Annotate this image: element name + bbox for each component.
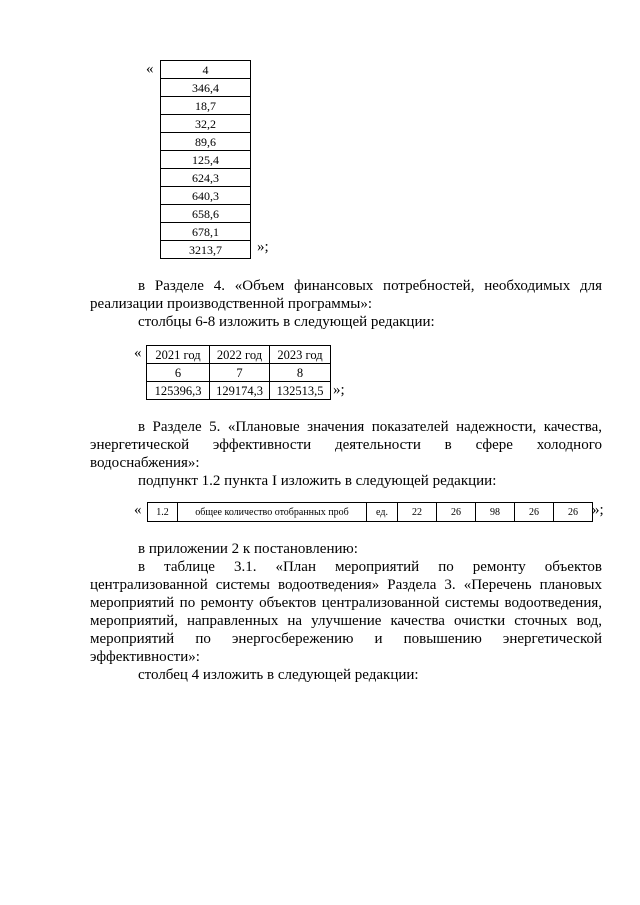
table1-close-quote: »; xyxy=(257,239,269,255)
table-cell: 346,4 xyxy=(161,79,251,97)
table-cell: 8 xyxy=(270,364,331,382)
table-row xyxy=(161,61,251,79)
table-row xyxy=(147,346,331,364)
table-row xyxy=(147,364,331,382)
para1-line3: столбцы 6-8 изложить в следующей редакции: xyxy=(138,314,435,330)
table-row xyxy=(161,169,251,187)
para2-line2: энергетической эффективности деятельности в сфере холодного xyxy=(90,437,602,453)
table-cell: 624,3 xyxy=(161,169,251,187)
table-cell: 98 xyxy=(476,503,515,522)
table2 xyxy=(146,345,331,400)
table-cell: ед. xyxy=(367,503,398,522)
table2-close-quote: »; xyxy=(333,382,345,398)
table-header-cell: 2021 год xyxy=(147,346,210,364)
table-cell: 1.2 xyxy=(148,503,178,522)
table-cell: 132513,5 xyxy=(270,382,331,400)
table-row xyxy=(161,133,251,151)
table-cell: общее количество отобранных проб xyxy=(178,503,367,522)
table-cell: 678,1 xyxy=(161,223,251,241)
para3-line6: мероприятий по энергосбережению и повышению энергетической xyxy=(90,631,602,647)
para3-line5: мероприятий, направленных на улучшение качества очистки сточных вод, xyxy=(90,613,602,629)
table-row xyxy=(147,382,331,400)
table-cell: 6 xyxy=(147,364,210,382)
para3-line1: в приложении 2 к постановлению: xyxy=(138,541,358,557)
table-row xyxy=(161,187,251,205)
table3-close-quote: »; xyxy=(592,502,604,518)
table-row xyxy=(161,115,251,133)
table-cell: 125396,3 xyxy=(147,382,210,400)
table-cell: 658,6 xyxy=(161,205,251,223)
table-cell: 18,7 xyxy=(161,97,251,115)
para1-line1: в Разделе 4. «Объем финансовых потребностей, необходимых для xyxy=(138,278,602,294)
table-header-cell: 2023 год xyxy=(270,346,331,364)
para3-line2: в таблице 3.1. «План мероприятий по ремонту объектов xyxy=(138,559,602,575)
table-cell: 89,6 xyxy=(161,133,251,151)
table-cell: 640,3 xyxy=(161,187,251,205)
table-cell: 7 xyxy=(210,364,270,382)
table-row xyxy=(161,223,251,241)
para2-line1: в Разделе 5. «Плановые значения показателей надежности, качества, xyxy=(138,419,602,435)
table3 xyxy=(147,502,593,522)
table1 xyxy=(160,60,251,259)
para2-line4: подпункт 1.2 пункта I изложить в следующей редакции: xyxy=(138,473,497,489)
table-row xyxy=(161,151,251,169)
table-cell: 26 xyxy=(437,503,476,522)
table-cell: 3213,7 xyxy=(161,241,251,259)
table-cell: 4 xyxy=(161,61,251,79)
para2-line3: водоснабжения»: xyxy=(90,455,200,471)
table-header-cell: 2022 год xyxy=(210,346,270,364)
table-row xyxy=(161,205,251,223)
para3-line8: столбец 4 изложить в следующей редакции: xyxy=(138,667,419,683)
table-cell: 22 xyxy=(398,503,437,522)
para3-line4: мероприятий по ремонту объектов централизованной системы водоотведения, xyxy=(90,595,602,611)
table1-open-quote: « xyxy=(146,61,154,77)
table-cell: 26 xyxy=(515,503,554,522)
table2-open-quote: « xyxy=(134,345,142,361)
table-row xyxy=(161,97,251,115)
table-cell: 129174,3 xyxy=(210,382,270,400)
para3-line3: централизованной системы водоотведения» Раздела 3. «Перечень плановых xyxy=(90,577,602,593)
table-row xyxy=(161,79,251,97)
table-cell: 26 xyxy=(554,503,593,522)
table-cell: 125,4 xyxy=(161,151,251,169)
table-row xyxy=(148,503,593,522)
table-row xyxy=(161,241,251,259)
para1-line2: реализации производственной программы»: xyxy=(90,296,372,312)
table3-open-quote: « xyxy=(134,502,142,518)
table-cell: 32,2 xyxy=(161,115,251,133)
para3-line7: эффективности»: xyxy=(90,649,200,665)
